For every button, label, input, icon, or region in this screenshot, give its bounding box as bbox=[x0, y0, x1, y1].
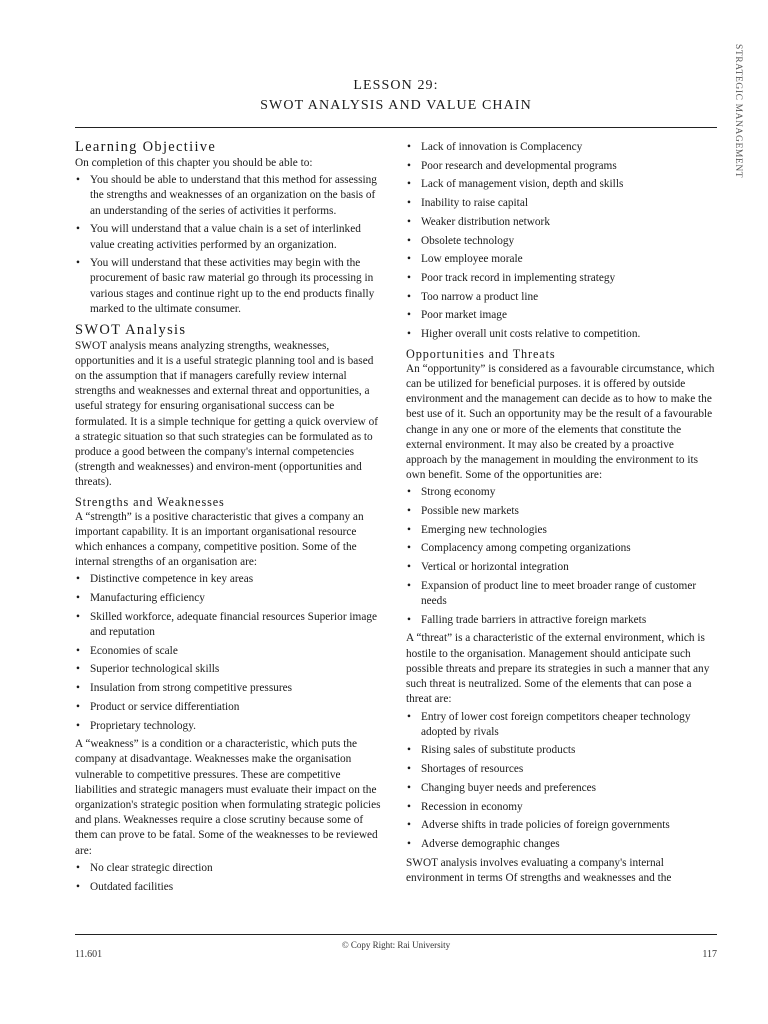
list-item: • Recession in economy bbox=[406, 800, 718, 815]
list-item: • Complacency among competing organizations bbox=[406, 541, 718, 556]
list-item: • Product or service differentiation bbox=[75, 700, 383, 715]
lesson-number: LESSON 29: bbox=[353, 78, 439, 93]
list-item: • Falling trade barriers in attractive foreign markets bbox=[406, 613, 718, 628]
footer-rule bbox=[75, 934, 717, 935]
list-item: • Outdated facilities bbox=[75, 880, 383, 895]
list-item: • Low employee morale bbox=[406, 252, 718, 267]
list-item: • Adverse shifts in trade policies of foreign governments bbox=[406, 818, 718, 833]
strengths-list bbox=[75, 572, 383, 733]
learning-objective-heading: Learning Objectiive bbox=[75, 139, 217, 155]
list-item: • Shortages of resources bbox=[406, 762, 718, 777]
header-rule bbox=[75, 127, 717, 128]
lesson-header bbox=[75, 76, 717, 116]
course-code: 11.601 bbox=[75, 949, 103, 960]
weaknesses-list-continued bbox=[406, 140, 718, 342]
list-item: • You should be able to understand that this method for assessing the strengths and weaknesses of an organization on the basis of an understanding of the series of activities it performs. bbox=[75, 173, 383, 219]
list-item: • Poor research and developmental programs bbox=[406, 159, 718, 174]
threat-paragraph: A “threat” is a characteristic of the external environment, which is hostile to the organisation. Management should anticipate such possible threats and prepare its strategies in such a manner that any such threat is neutralized. Some of the elements that can pose a threat are: bbox=[406, 632, 710, 706]
list-item: • You will understand that a value chain is a set of interlinked value creating activities performed by an organization. bbox=[75, 222, 383, 252]
list-item: • Lack of management vision, depth and skills bbox=[406, 177, 718, 192]
swot-paragraph: SWOT analysis means analyzing strengths, weaknesses, opportunities and it is a useful strategic planning tool and is based on the assumption that if managers carefully review internal strengths and weaknesses and external threat and opportunities, a useful strategy for ensuring organisational success can be formulated. It is a simple technique for getting a quick overview of a strategic situation so that such strategies can be formulated as to produce a good between the company's internal competencies (strength and weaknesses) and environ-ment (opportunities and threats). bbox=[75, 339, 379, 489]
list-item: • Inability to raise capital bbox=[406, 196, 718, 211]
running-section-label: STRATEGIC MANAGEMENT bbox=[733, 44, 743, 179]
learning-objectives-list bbox=[75, 173, 383, 317]
list-item: • No clear strategic direction bbox=[75, 861, 383, 876]
list-item: • Entry of lower cost foreign competitors cheaper technology adopted by rivals bbox=[406, 710, 718, 740]
copyright-notice: © Copy Right: Rai University bbox=[341, 940, 451, 950]
list-item: • Poor track record in implementing strategy bbox=[406, 271, 718, 286]
list-item: • Insulation from strong competitive pressures bbox=[75, 681, 383, 696]
left-column bbox=[75, 138, 383, 898]
list-item: • Vertical or horizontal integration bbox=[406, 560, 718, 575]
list-item: • You will understand that these activities may begin with the procurement of basic raw material go through its processing in various stages and continue right up to the end products finally marked to the ultimate consumer. bbox=[75, 256, 383, 317]
lesson-title: SWOT ANALYSIS AND VALUE CHAIN bbox=[260, 98, 532, 113]
list-item: • Distinctive competence in key areas bbox=[75, 572, 383, 587]
list-item: • Manufacturing efficiency bbox=[75, 591, 383, 606]
list-item: • Poor market image bbox=[406, 308, 718, 323]
weaknesses-list bbox=[75, 861, 383, 895]
list-item: • Lack of innovation is Complacency bbox=[406, 140, 718, 155]
list-item: • Expansion of product line to meet broader range of customer needs bbox=[406, 579, 718, 609]
list-item: • Obsolete technology bbox=[406, 234, 718, 249]
opportunity-paragraph: An “opportunity” is considered as a favourable circumstance, which can be utilized for beneficial purposes. it is offered by outside environment and the management can decide as to how to make the best use of it. Such an opportunity may be the result of a favourable change in any one or more of the elements that constitute the external environment. It may also be created by a proactive approach by the management in moulding the environment to its own benefit. Some of the opportunities are: bbox=[406, 362, 715, 482]
list-item: • Superior technological skills bbox=[75, 662, 383, 677]
strengths-weaknesses-heading: Strengths and Weaknesses bbox=[75, 494, 225, 509]
page-number: 117 bbox=[702, 949, 717, 960]
list-item: • Weaker distribution network bbox=[406, 215, 718, 230]
right-column bbox=[406, 138, 718, 886]
list-item: • Skilled workforce, adequate financial resources Superior image and reputation bbox=[75, 610, 383, 640]
list-item: • Rising sales of substitute products bbox=[406, 743, 718, 758]
list-item: • Too narrow a product line bbox=[406, 290, 718, 305]
opportunities-threats-heading: Opportunities and Threats bbox=[406, 346, 556, 361]
list-item: • Changing buyer needs and preferences bbox=[406, 781, 718, 796]
list-item: • Strong economy bbox=[406, 485, 718, 500]
strength-paragraph: A “strength” is a positive characteristic that gives a company an important capability. It is an important organisational resource which enhances a company, competitive position. Some of the internal strengths of an organisation are: bbox=[75, 510, 364, 569]
list-item: • Emerging new technologies bbox=[406, 523, 718, 538]
weakness-paragraph: A “weakness” is a condition or a characteristic, which puts the company at disadvantage. Weaknesses make the organisation vulnerable to competitive pressures. These are competitive liabilities and strategic managers must evaluate their impact on the organization's strategic position when formulating strategic policies and plans. Weaknesses require a close scrutiny because some of them can prove to be fatal. Some of the weaknesses to be reviewed are: bbox=[75, 738, 381, 857]
closing-paragraph: SWOT analysis involves evaluating a company's internal environment in terms Of strengths and weaknesses and the bbox=[406, 856, 672, 884]
list-item: • Adverse demographic changes bbox=[406, 837, 718, 852]
learning-intro: On completion of this chapter you should be able to: bbox=[75, 157, 313, 169]
list-item: • Proprietary technology. bbox=[75, 719, 383, 734]
list-item: • Possible new markets bbox=[406, 504, 718, 519]
swot-analysis-heading: SWOT Analysis bbox=[75, 321, 187, 338]
opportunities-list bbox=[406, 485, 718, 628]
list-item: • Economies of scale bbox=[75, 644, 383, 659]
threats-list bbox=[406, 710, 718, 853]
list-item: • Higher overall unit costs relative to competition. bbox=[406, 327, 718, 342]
